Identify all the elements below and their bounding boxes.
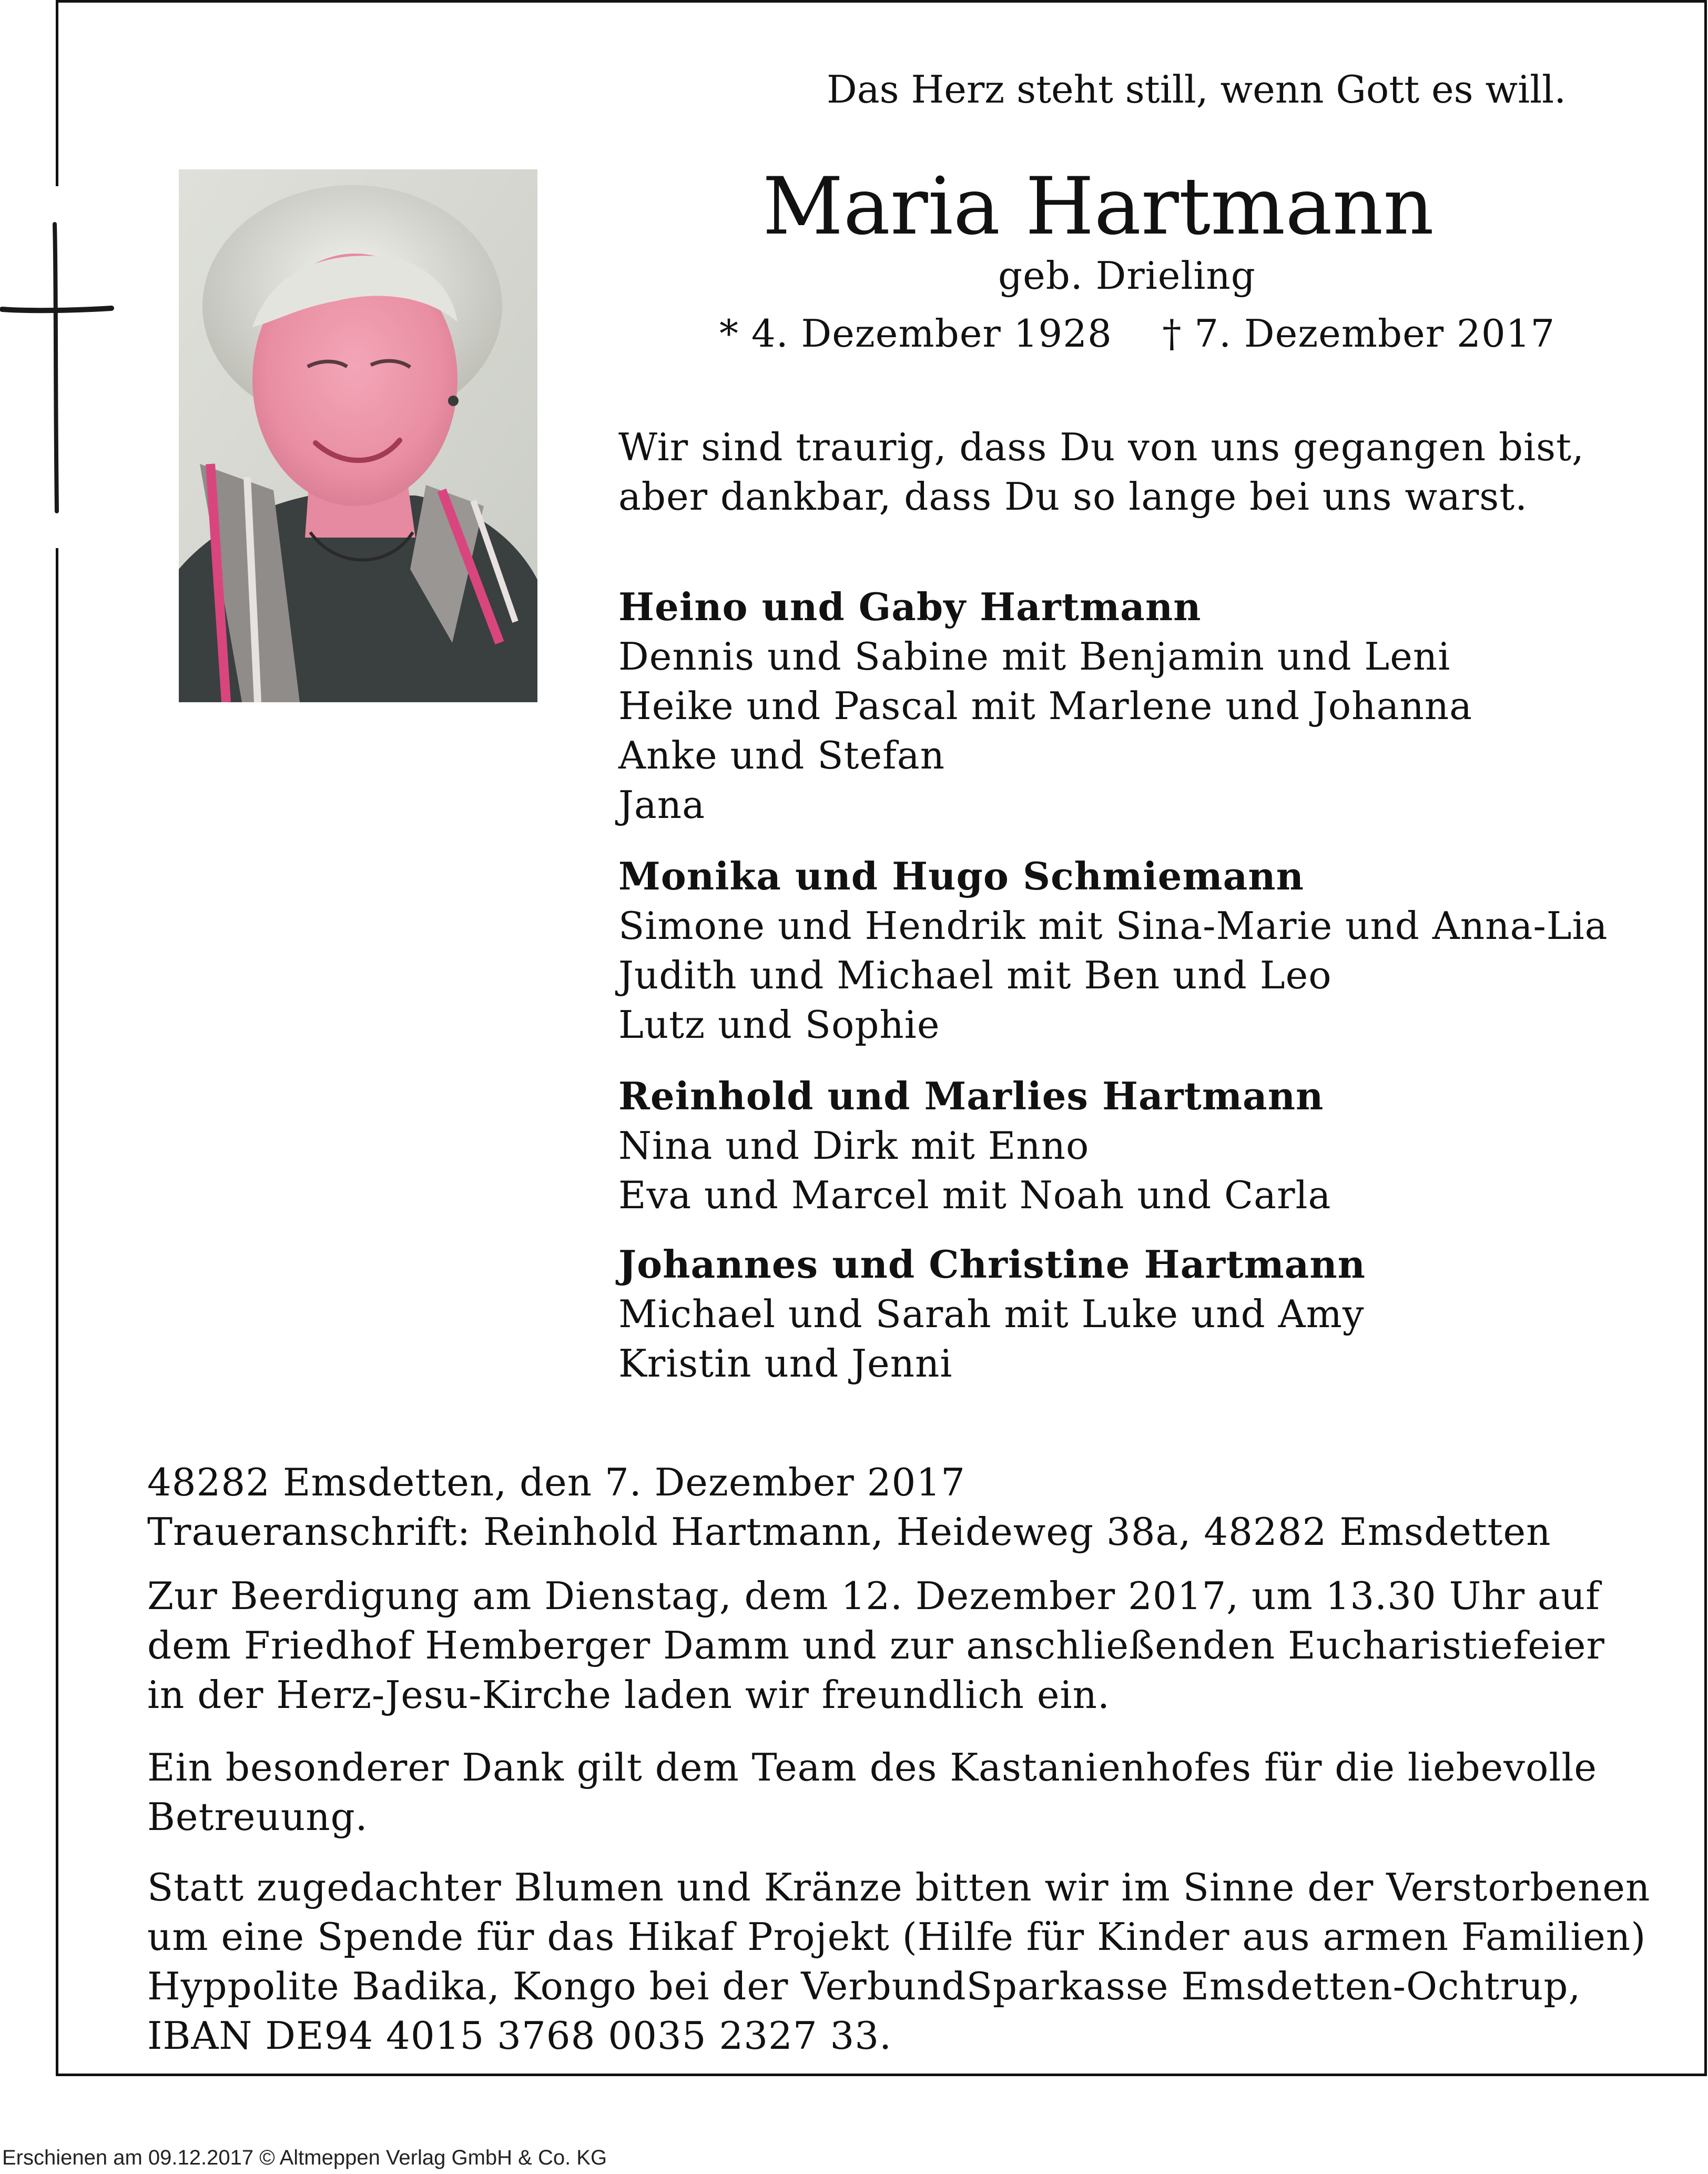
cross-icon xyxy=(0,221,116,515)
farewell-line: aber dankbar, dass Du so lange bei uns warst. xyxy=(618,474,1528,519)
family-member: Simone und Hendrik mit Sina-Marie und Anna-Lia xyxy=(618,904,1608,948)
thanks-line: Betreuung. xyxy=(147,1795,368,1839)
family-head: Reinhold und Marlies Hartmann xyxy=(618,1074,1324,1118)
frame-left-border-top xyxy=(56,0,58,186)
life-dates: * 4. Dezember 1928 † 7. Dezember 2017 xyxy=(719,311,1556,356)
family-member: Nina und Dirk mit Enno xyxy=(618,1124,1090,1168)
farewell-line: Wir sind traurig, dass Du von uns gegangen bist, xyxy=(618,425,1584,469)
family-head: Monika und Hugo Schmiemann xyxy=(618,854,1304,898)
donation-line: Statt zugedachter Blumen und Kränze bitten wir im Sinne der Verstorbenen xyxy=(147,1865,1651,1909)
family-member: Jana xyxy=(618,783,706,827)
frame-right-border xyxy=(1704,0,1707,2076)
portrait-photo xyxy=(179,169,537,702)
family-head: Johannes und Christine Hartmann xyxy=(618,1242,1366,1287)
family-head: Heino und Gaby Hartmann xyxy=(618,584,1202,629)
place-date: 48282 Emsdetten, den 7. Dezember 2017 xyxy=(147,1460,965,1504)
family-member: Lutz und Sophie xyxy=(618,1003,940,1047)
mourning-address: Traueranschrift: Reinhold Hartmann, Heideweg 38a, 48282 Emsdetten xyxy=(147,1510,1551,1554)
funeral-line: Zur Beerdigung am Dienstag, dem 12. Dezember 2017, um 13.30 Uhr auf xyxy=(147,1574,1600,1618)
family-member: Anke und Stefan xyxy=(618,733,946,777)
publication-footer: Erschienen am 09.12.2017 © Altmeppen Verlag GmbH & Co. KG xyxy=(2,2146,607,2169)
family-member: Heike und Pascal mit Marlene und Johanna xyxy=(618,684,1473,728)
frame-left-border-bottom xyxy=(56,548,58,2076)
family-member: Kristin und Jenni xyxy=(618,1341,953,1386)
family-member: Dennis und Sabine mit Benjamin und Leni xyxy=(618,634,1451,679)
thanks-line: Ein besonderer Dank gilt dem Team des Kastanienhofes für die liebevolle xyxy=(147,1745,1597,1789)
frame-bottom-border xyxy=(56,2074,1707,2076)
funeral-line: dem Friedhof Hemberger Damm und zur anschließenden Eucharistiefeier xyxy=(147,1623,1605,1667)
family-member: Judith und Michael mit Ben und Leo xyxy=(618,953,1332,997)
family-member: Eva und Marcel mit Noah und Carla xyxy=(618,1173,1331,1217)
donation-line: IBAN DE94 4015 3768 0035 2327 33. xyxy=(147,2014,892,2058)
family-member: Michael und Sarah mit Luke und Amy xyxy=(618,1292,1365,1336)
donation-line: um eine Spende für das Hikaf Projekt (Hilfe für Kinder aus armen Familien) xyxy=(147,1915,1646,1959)
funeral-line: in der Herz-Jesu-Kirche laden wir freundlich ein. xyxy=(147,1673,1110,1717)
donation-line: Hyppolite Badika, Kongo bei der VerbundSparkasse Emsdetten-Ochtrup, xyxy=(147,1964,1581,2008)
frame-top-border xyxy=(56,0,1707,3)
motto-text: Das Herz steht still, wenn Gott es will. xyxy=(827,67,1567,112)
maiden-name: geb. Drieling xyxy=(998,254,1256,298)
deceased-name: Maria Hartmann xyxy=(762,161,1434,252)
